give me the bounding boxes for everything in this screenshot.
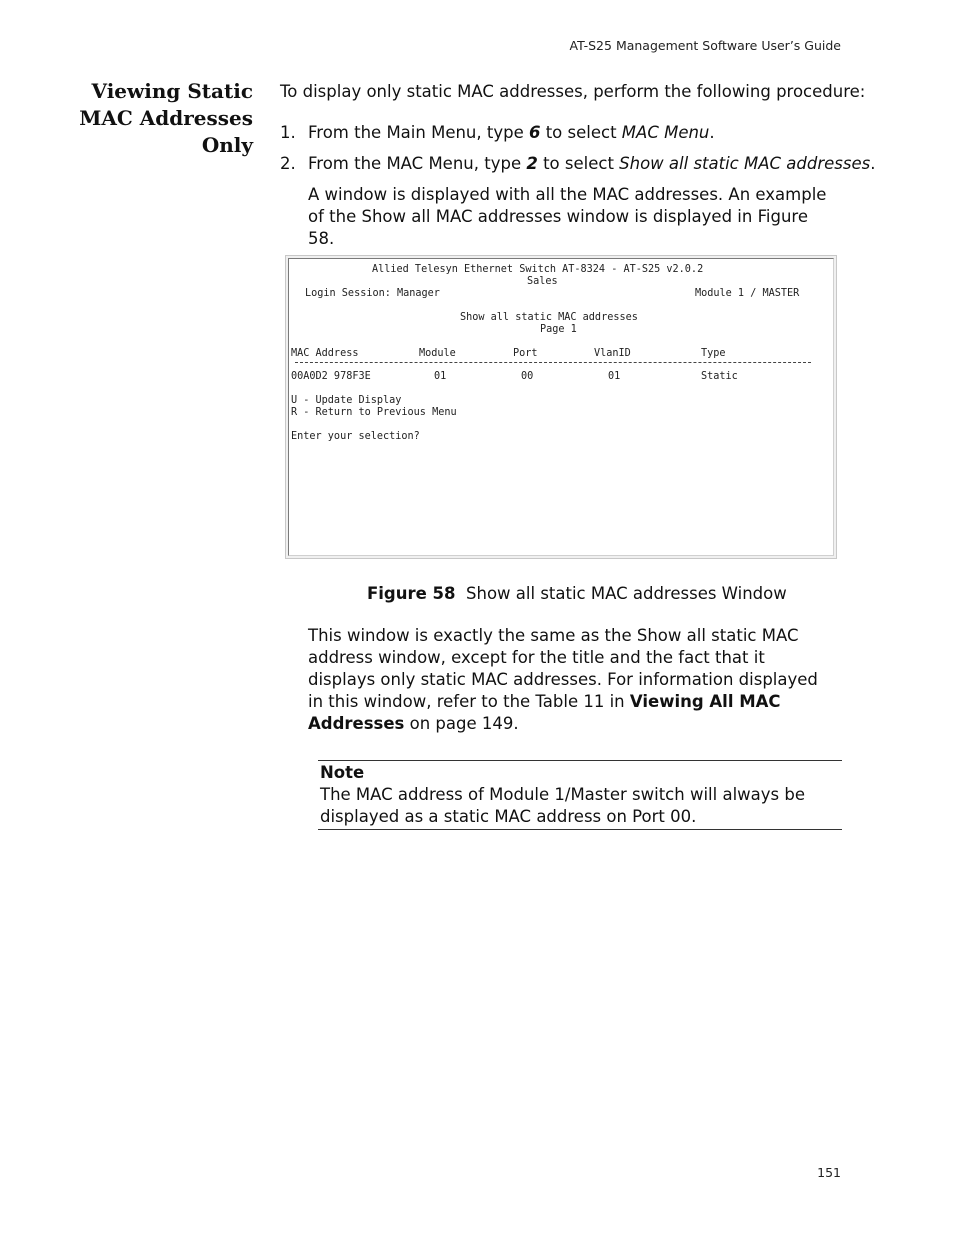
step-text: to select xyxy=(537,154,620,173)
row-type: Static xyxy=(701,371,738,382)
step-number: 1. xyxy=(280,123,296,142)
description-paragraph xyxy=(308,625,818,735)
column-header-type: Type xyxy=(701,348,726,359)
note-text: The MAC address of Module 1/Master switch will always be displayed as a static MAC address on Port 00. xyxy=(320,785,805,826)
step-target: Show all static MAC addresses xyxy=(619,154,871,173)
terminal-module: Module 1 / MASTER xyxy=(695,288,800,299)
row-module: 01 xyxy=(434,371,447,382)
section-heading-line: Viewing Static xyxy=(91,79,253,103)
menu-option-update: U - Update Display xyxy=(291,395,402,406)
description-tail: on page 149. xyxy=(404,714,519,733)
terminal-screen-title: Show all static MAC addresses xyxy=(460,312,638,323)
procedure-step xyxy=(280,122,715,144)
section-heading-line: Only xyxy=(201,133,253,157)
step-text: to select xyxy=(540,123,622,142)
section-heading xyxy=(60,78,253,159)
column-header-port: Port xyxy=(513,348,538,359)
terminal-system-name: Sales xyxy=(527,276,558,287)
figure-caption-text: Show all static MAC addresses Window xyxy=(466,584,787,603)
terminal-screen xyxy=(288,258,834,556)
step-number: 2. xyxy=(280,154,296,173)
description-text: This window is exactly the same as the Show all static MAC address window, except for the title and the fact that it displays only static MAC addresses. For information displayed in this window, refer to the Table 11 in xyxy=(308,626,818,711)
menu-option-return: R - Return to Previous Menu xyxy=(291,407,457,418)
figure-label: Figure 58 xyxy=(367,584,456,603)
step-text: From the MAC Menu, type xyxy=(308,154,527,173)
step-result-paragraph: A window is displayed with all the MAC addresses. An example of the Show all MAC addresses window is displayed in Figure 58. xyxy=(308,185,827,248)
step-key: 6 xyxy=(528,123,541,142)
intro-paragraph: To display only static MAC addresses, perform the following procedure: xyxy=(280,82,866,101)
step-text: . xyxy=(709,123,715,142)
step-text: . xyxy=(870,154,876,173)
running-header: AT-S25 Management Software User’s Guide xyxy=(569,38,841,53)
figure-caption xyxy=(367,584,787,603)
terminal-page: Page 1 xyxy=(540,324,577,335)
page-number: 151 xyxy=(817,1165,841,1180)
row-port: 00 xyxy=(521,371,534,382)
note-box xyxy=(318,760,842,830)
terminal-screenshot xyxy=(285,255,837,559)
cross-reference-link[interactable]: Viewing All MAC Addresses xyxy=(308,692,781,733)
step-text: From the Main Menu, type xyxy=(308,123,529,142)
terminal-divider xyxy=(295,362,811,363)
column-header-module: Module xyxy=(419,348,456,359)
step-key: 2 xyxy=(526,154,538,173)
note-title: Note xyxy=(320,763,365,782)
row-vlanid: 01 xyxy=(608,371,621,382)
terminal-session: Login Session: Manager xyxy=(305,288,440,299)
section-heading-line: MAC Addresses xyxy=(79,106,253,130)
terminal-prompt: Enter your selection? xyxy=(291,431,420,442)
step-target: MAC Menu xyxy=(621,123,710,142)
row-mac: 00A0D2 978F3E xyxy=(291,371,371,382)
column-header-mac: MAC Address xyxy=(291,348,359,359)
procedure-step xyxy=(280,153,875,175)
terminal-title: Allied Telesyn Ethernet Switch AT-8324 - AT-S25 v2.0.2 xyxy=(372,264,704,275)
column-header-vlanid: VlanID xyxy=(594,348,631,359)
